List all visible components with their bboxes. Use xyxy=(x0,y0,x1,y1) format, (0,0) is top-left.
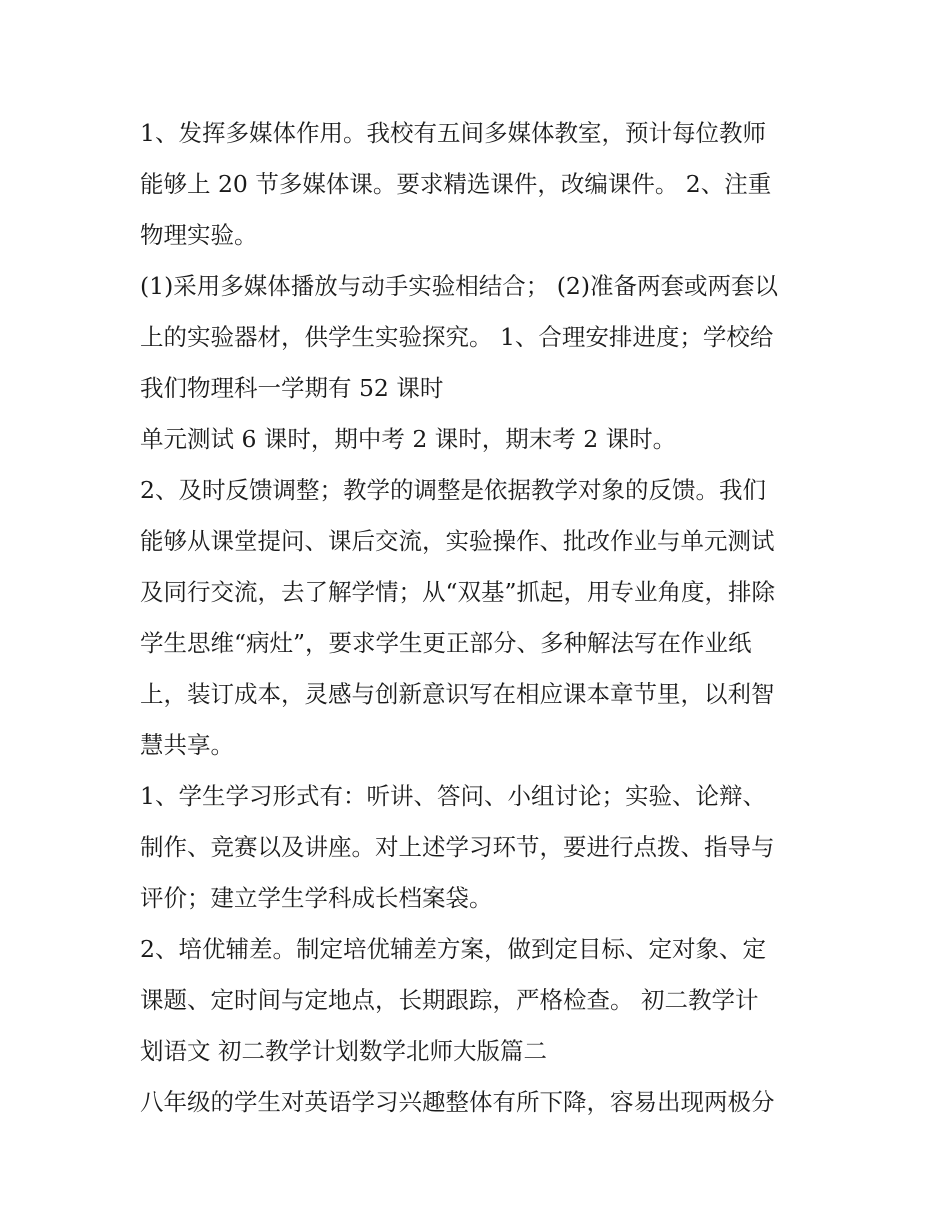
text-line: 单元测试 6 课时，期中考 2 课时，期末考 2 课时。 xyxy=(140,425,677,453)
text-line: 八年级的学生对英语学习兴趣整体有所下降，容易出现两极分 xyxy=(140,1088,775,1116)
text-line: 1、学生学习形式有：听讲、答问、小组讨论；实验、论辩、 xyxy=(140,782,766,810)
text-line: 1、发挥多媒体作用。我校有五间多媒体教室，预计每位教师 xyxy=(140,119,766,147)
text-line: 学生思维“病灶”，要求学生更正部分、多种解法写在作业纸 xyxy=(140,629,752,657)
text-line: (1)采用多媒体播放与动手实验相结合； (2)准备两套或两套以 xyxy=(140,272,779,300)
text-line: 2、培优辅差。制定培优辅差方案，做到定目标、定对象、定 xyxy=(140,935,766,963)
text-line: 能够上 20 节多媒体课。要求精选课件，改编课件。 2、注重 xyxy=(140,170,772,198)
text-line: 上的实验器材，供学生实验探究。 1、合理安排进度；学校给 xyxy=(140,323,774,351)
document-body xyxy=(140,108,820,1128)
text-line: 课题、定时间与定地点，长期跟踪，严格检查。 初二教学计 xyxy=(140,986,759,1014)
text-line: 及同行交流，去了解学情；从“双基”抓起，用专业角度，排除 xyxy=(140,578,776,606)
text-line: 慧共享。 xyxy=(140,731,234,759)
text-line: 物理实验。 xyxy=(140,221,258,249)
text-line: 制作、竞赛以及讲座。对上述学习环节，要进行点拨、指导与 xyxy=(140,833,775,861)
text-line: 2、及时反馈调整；教学的调整是依据教学对象的反馈。我们 xyxy=(140,476,766,504)
text-line: 划语文 初二教学计划数学北师大版篇二 xyxy=(140,1037,547,1065)
text-line: 能够从课堂提问、课后交流，实验操作、批改作业与单元测试 xyxy=(140,527,775,555)
text-line: 我们物理科一学期有 52 课时 xyxy=(140,374,444,402)
text-line: 上，装订成本，灵感与创新意识写在相应课本章节里，以利智 xyxy=(140,680,775,708)
text-line: 评价；建立学生学科成长档案袋。 xyxy=(140,884,493,912)
